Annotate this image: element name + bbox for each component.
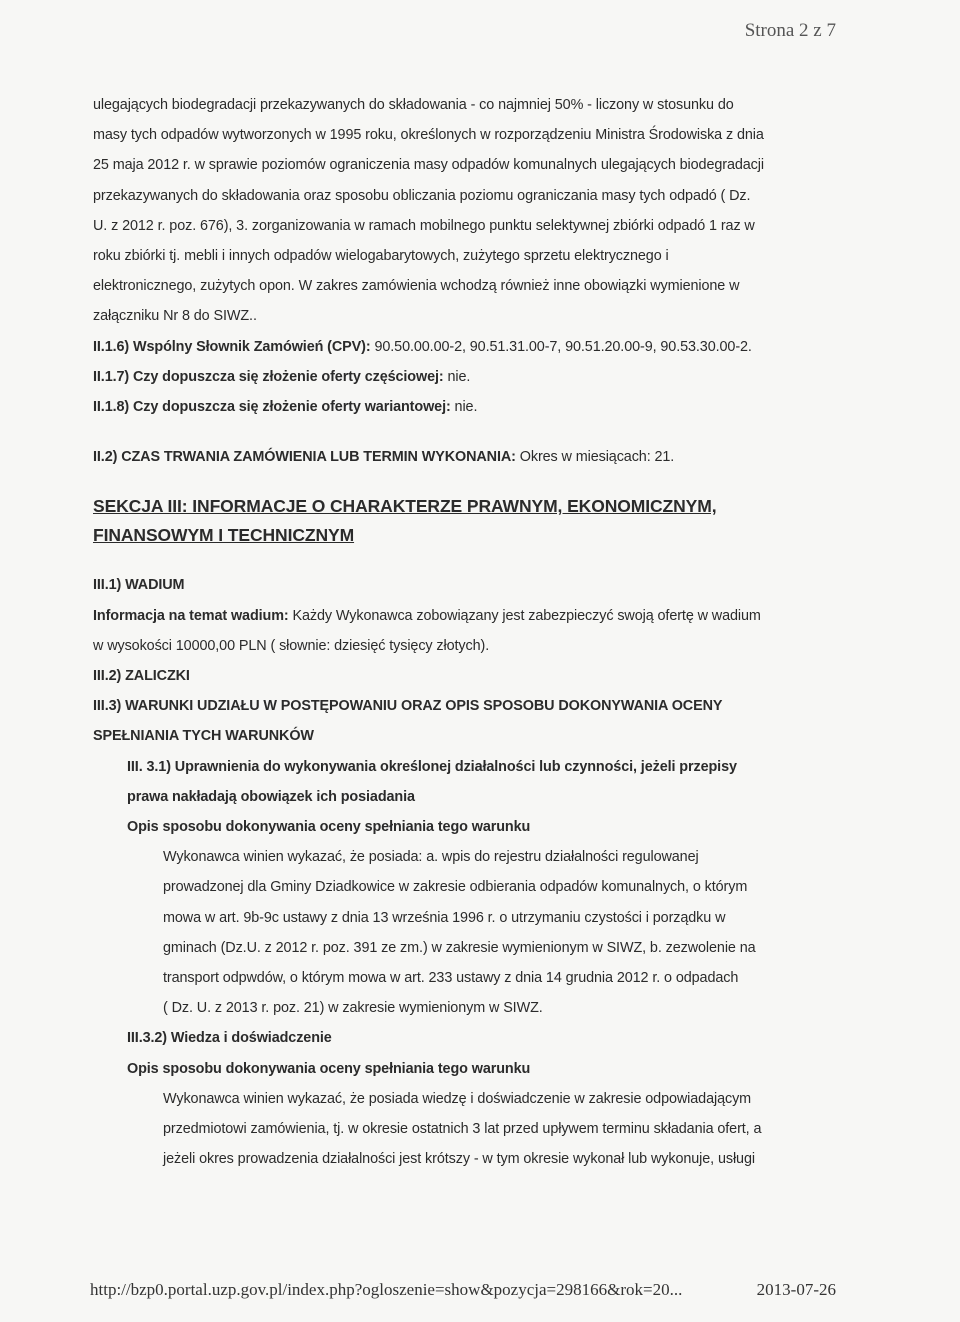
page-number: Strona 2 z 7 [744,20,836,41]
condition-2-text: Wykonawca winien wykazać, że posiada wiedzę i doświadczenie w zakresie odpowiadającym [163,1090,752,1107]
partial-offer-value: nie. [443,368,471,385]
duration-label: II.2) CZAS TRWANIA ZAMÓWIENIA LUB TERMIN WYKONANIA: [93,449,516,466]
condition-1-text: prowadzonej dla Gminy Dziadkowice w zakresie odbierania odpadów komunalnych, o którym [163,879,748,896]
partial-offer-line [93,362,838,392]
condition-1-text: gminach (Dz.U. z 2012 r. poz. 391 ze zm.) w zakresie wymienionym w SIWZ, b. zezwolenie na [163,939,756,956]
conditions-heading-line2: SPEŁNIANIA TYCH WARUNKÓW [93,728,314,745]
variant-offer-value: nie. [450,399,478,416]
condition-1-title-line2: prawa nakładają obowiązek ich posiadania [127,788,415,805]
text-line: elektronicznego, zużytych opon. W zakres zamówienia wchodzą również inne obowiązki wymienione w [93,278,740,295]
text-line: masy tych odpadów wytworzonych w 1995 roku, określonych w rozporządzeniu Ministra Środowiska z dnia [93,127,764,144]
variant-offer-line [93,392,838,422]
section-title: SEKCJA III: INFORMACJE O CHARAKTERZE PRAWNYM, EKONOMICZNYM, [93,496,717,517]
zaliczki-heading: III.2) ZALICZKI [93,668,190,685]
text-line: 25 maja 2012 r. w sprawie poziomów ograniczenia masy odpadów komunalnych ulegających biodegradacji [93,157,764,174]
condition-1-opis: Opis sposobu dokonywania oceny spełniania tego warunku [127,819,531,836]
condition-2-text: przedmiotowi zamówienia, tj. w okresie ostatnich 3 lat przed upływem terminu składania ofert, a [163,1121,762,1138]
text-line: ulegających biodegradacji przekazywanych do składowania - co najmniej 50% - liczony w stosunku do [93,97,734,113]
condition-2-title: III.3.2) Wiedza i doświadczenie [127,1030,332,1047]
wadium-info-line2: w wysokości 10000,00 PLN ( słownie: dziesięć tysięcy złotych). [93,637,490,654]
cpv-label: II.1.6) Wspólny Słownik Zamówień (CPV): [93,338,371,355]
condition-1-text: Wykonawca winien wykazać, że posiada: a. wpis do rejestru działalności regulowanej [163,849,699,866]
text-line: U. z 2012 r. poz. 676), 3. zorganizowania w ramach mobilnego punktu selektywnej zbiórki odpadó 1 raz w [93,217,755,234]
condition-1-text: ( Dz. U. z 2013 r. poz. 21) w zakresie wymienionym w SIWZ. [163,1000,543,1017]
section-title-line2: FINANSOWYM I TECHNICZNYM [93,525,355,546]
partial-offer-label: II.1.7) Czy dopuszcza się złożenie oferty częściowej: [93,368,444,385]
wadium-heading: III.1) WADIUM [93,577,185,594]
wadium-info [93,601,838,631]
cpv-value: 90.50.00.00-2, 90.51.31.00-7, 90.51.20.00-9, 90.53.30.00-2. [370,338,752,355]
duration-value: Okres w miesiącach: 21. [515,449,675,466]
cpv-line [93,332,838,362]
duration-line [93,442,838,472]
page-footer [90,1280,836,1300]
footer-url: http://bzp0.portal.uzp.gov.pl/index.php?ogloszenie=show&pozycja=298166&rok=20... [90,1280,683,1299]
text-line: przekazywanych do składowania oraz sposobu obliczania poziomu ograniczania masy tych odpadó ( Dz. [93,187,751,204]
wadium-info-label: Informacja na temat wadium: [93,607,289,624]
condition-1-text: mowa w art. 9b-9c ustawy z dnia 13 września 1996 r. o utrzymaniu czystości i porządku w [163,909,726,926]
document-body [93,90,838,1175]
footer-date: 2013-07-26 [756,1280,836,1299]
text-line: roku zbiórki tj. mebli i innych odpadów wielogabarytowych, zużytego sprzetu elektrycznego i [93,248,669,265]
condition-2-opis: Opis sposobu dokonywania oceny spełniania tego warunku [127,1060,531,1077]
conditions-heading: III.3) WARUNKI UDZIAŁU W POSTĘPOWANIU ORAZ OPIS SPOSOBU DOKONYWANIA OCENY [93,698,723,715]
variant-offer-label: II.1.8) Czy dopuszcza się złożenie oferty wariantowej: [93,399,451,416]
condition-1-text: transport odpwdów, o którym mowa w art. 233 ustawy z dnia 14 grudnia 2012 r. o odpadach [163,970,739,987]
text-line: załączniku Nr 8 do SIWZ.. [93,308,257,325]
wadium-info-value: Każdy Wykonawca zobowiązany jest zabezpieczyć swoją ofertę w wadium [288,607,761,624]
condition-1-title: III. 3.1) Uprawnienia do wykonywania określonej działalności lub czynności, jeżeli przepisy [127,758,737,775]
condition-2-text: jeżeli okres prowadzenia działalności jest krótszy - w tym okresie wykonał lub wykonuje, usługi [163,1151,755,1168]
